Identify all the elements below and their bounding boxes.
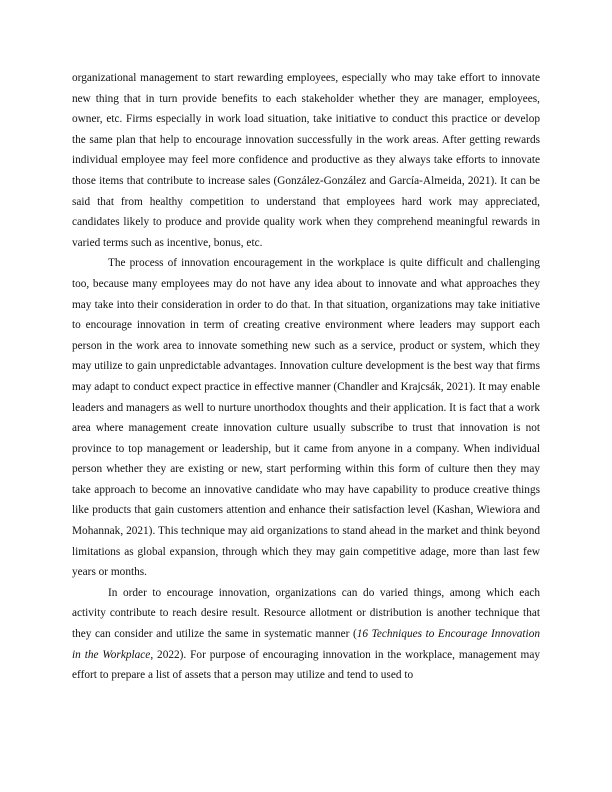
document-page: [72, 68, 540, 686]
paragraph-text-before-citation: In order to encourage innovation, organizations can do varied things, among which each activity contribute to reach desire result. Resource allotment or distribution is another technique that they can consider and utilize the same in systematic manner (: [72, 586, 540, 641]
paragraph-rewards: organizational management to start rewarding employees, especially who may take effort to innovate new thing that in turn provide benefits to each stakeholder whether they are manager, employees, owner, etc. Firms especially in work load situation, take initiative to conduct this practice or develop the same plan that help to encourage innovation successfully in the work areas. After getting rewards individual employee may feel more confidence and productive as they always take efforts to innovate those items that contribute to increase sales (González-González and García-Almeida, 2021). It can be said that from healthy competition to understand that employees hard work may appreciated, candidates likely to produce and provide quality work when they comprehend meaningful rewards in varied terms such as incentive, bonus, etc.: [72, 72, 540, 249]
paragraph-innovation-culture: The process of innovation encouragement in the workplace is quite difficult and challenging too, because many employees may do not have any idea about to innovate and what approaches they may take into their consideration in order to do that. In that situation, organizations may take initiative to encourage innovation in term of creating creative environment where leaders may support each person in the work area to innovate something new such as a service, product or system, which they may utilize to gain unpredictable advantages. Innovation culture development is the best way that firms may adapt to conduct expect practice in effective manner (Chandler and Krajcsák, 2021). It may enable leaders and managers as well to nurture unorthodox thoughts and their application. It is fact that a work area where management create innovation culture usually subscribe to trust that innovation is not province to top management or leadership, but it came from anyone in a company. When individual person whether they are existing or new, start performing within this form of culture then they may take approach to become an innovative candidate who may have capability to produce creative things like products that gain customers attention and enhance their satisfaction level (Kashan, Wiewiora and Mohannak, 2021). This technique may aid organizations to stand ahead in the market and think beyond limitations as global expansion, through which they may gain competitive adage, more than last few years or months.: [72, 257, 540, 579]
paragraph-text-after-citation: , 2022). For purpose of encouraging innovation in the workplace, management may effort to prepare a list of assets that a person may utilize and tend to used to: [72, 648, 540, 682]
citation-title: 16 Techniques to Encourage Innovation in the Workplace: [72, 628, 540, 661]
paragraph-resource-allotment: [72, 583, 540, 686]
